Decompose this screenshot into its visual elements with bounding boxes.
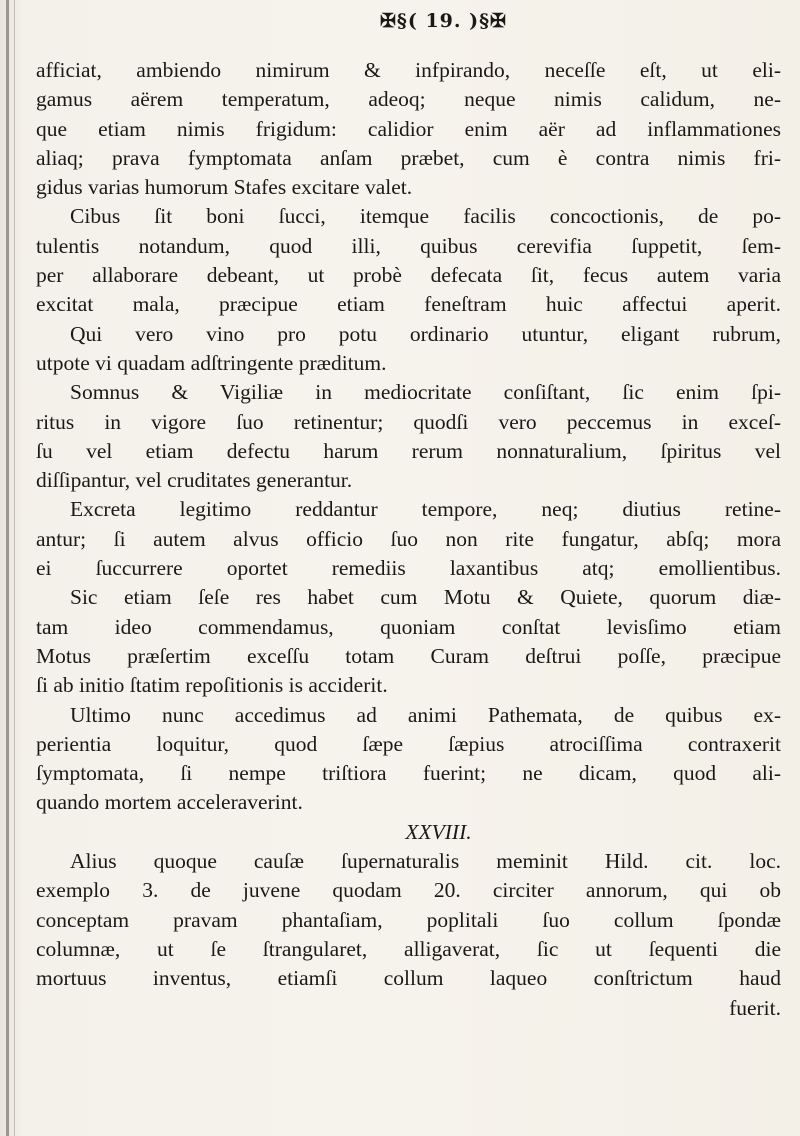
text-line: perientia loquitur, quod ſæpe ſæpius atrociſſima contraxerit [36,731,781,756]
page-gutter-shadow [14,0,15,1136]
text-line: utpote vi quadam adſtringente præditum. [36,350,387,375]
text-line: ei ſuccurrere oportet remediis laxantibus atq; emollientibus. [36,556,781,581]
text-line: exemplo 3. de juvene quodam 20. circiter annorum, qui ob [36,878,781,903]
text-line: ſu vel etiam defectu harum rerum nonnaturalium, ſpiritus vel [36,438,781,463]
paragraph-start-line: Ultimo nunc accedimus ad animi Pathemata, de quibus ex- [70,702,781,727]
text-line: ſymptomata, ſi nempe triſtiora fuerint; ne dicam, quod ali- [36,761,781,786]
text-line-final: fuerit. [729,995,781,1020]
page-number-header: ✠§( 19. )§✠ [380,10,507,32]
paragraph-start-line: Cibus ſit boni ſucci, itemque facilis concoctionis, de po- [70,204,781,229]
text-line: quando mortem acceleraverint. [36,790,303,815]
text-line: gamus aërem temperatum, adeoq; neque nimis calidum, ne- [36,87,781,112]
page-gutter-edge [6,0,9,1136]
paragraph-start-line: Qui vero vino pro potu ordinario utuntur, eligant rubrum, [70,321,781,346]
text-line: afficiat, ambiendo nimirum & infpirando, neceſſe eſt, ut eli- [36,58,781,82]
text-line: diſſipantur, vel cruditates generantur. [36,468,353,493]
text-line: gidus varias humorum Stafes excitare valet. [36,175,413,200]
text-line: per allaborare debeant, ut probè defecata ſit, fecus autem varia [36,263,781,288]
body-text [36,56,781,1023]
paragraph-start-line: Somnus & Vigiliæ in mediocritate conſiſtant, ſic enim ſpi- [70,380,781,405]
paragraph-start-line: Alius quoque cauſæ ſupernaturalis meminit Hild. cit. loc. [70,849,781,874]
text-line: aliaq; prava fymptomata anſam præbet, cum è contra nimis fri- [36,145,781,170]
text-line: que etiam nimis frigidum: calidior enim aër ad inflammationes [36,116,781,141]
text-line: tulentis notandum, quod illi, quibus cerevifia ſuppetit, ſem- [36,233,781,258]
paragraph-start-line: Excreta legitimo reddantur tempore, neq; diutius retine- [70,497,781,522]
text-line: tam ideo commendamus, quoniam conſtat levisſimo etiam [36,614,781,639]
text-line: excitat mala, præcipue etiam feneſtram huic affectui aperit. [36,292,781,317]
text-line: Motus præſertim exceſſu totam Curam deſtrui poſſe, præcipue [36,643,781,668]
text-line: ritus in vigore ſuo retinentur; quodſi vero peccemus in exceſ- [36,409,781,434]
text-line: conceptam pravam phantaſiam, poplitali ſuo collum ſpondæ [36,907,781,932]
text-line: columnæ, ut ſe ſtrangularet, alligaverat, ſic ut ſequenti die [36,936,781,961]
section-number-heading: XXVIII. [405,819,472,844]
text-line: mortuus inventus, etiamſi collum laqueo conſtrictum haud [36,966,781,991]
text-line: ſi ab initio ſtatim repoſitionis is acciderit. [36,673,388,698]
paragraph-start-line: Sic etiam ſeſe res habet cum Motu & Quiete, quorum diæ- [70,585,781,610]
text-line: antur; ſi autem alvus officio ſuo non rite fungatur, abſq; mora [36,526,781,551]
